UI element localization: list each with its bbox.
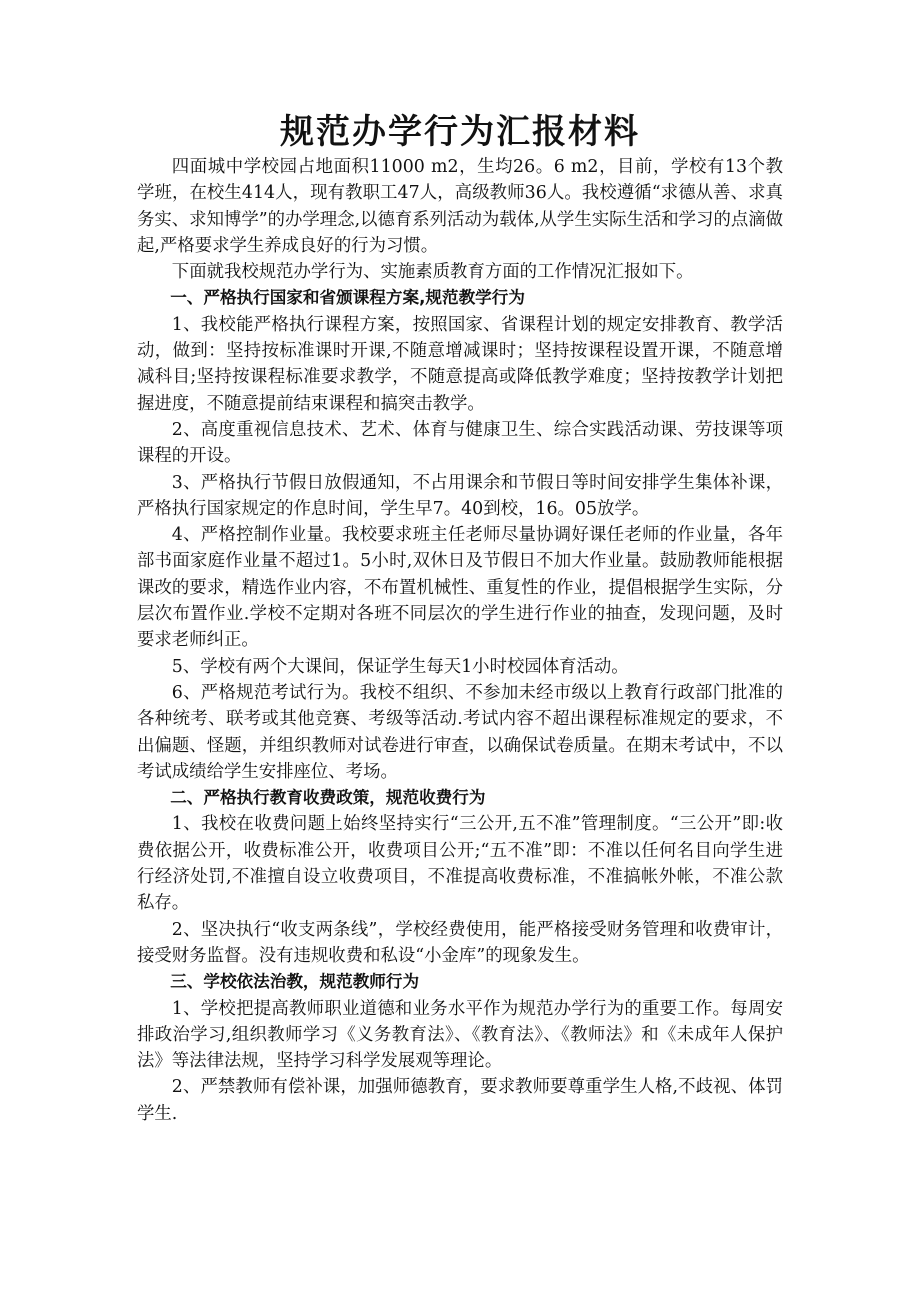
body-paragraph: 2、坚决执行“收支两条线”，学校经费使用，能严格接受财务管理和收费审计，接受财务监督。没有违规收费和私设“小金库”的现象发生。 (137, 919, 783, 966)
body-paragraph: 1、我校能严格执行课程方案，按照国家、省课程计划的规定安排教育、教学活动，做到：坚持按标准课时开课,不随意增减课时；坚持按课程设置开课，不随意增减科目;坚持按课程标准要求教学，不随意提高或降低教学难度；坚持按教学计划把握进度，不随意提前结束课程和搞突击教学。 (137, 314, 783, 414)
body-paragraph: 6、严格规范考试行为。我校不组织、不参加未经市级以上教育行政部门批准的各种统考、联考或其他竞赛、考级等活动.考试内容不超出课程标准规定的要求，不出偏题、怪题，并组织教师对试卷进行审查，以确保试卷质量。在期末考试中，不以考试成绩给学生安排座位、考场。 (137, 682, 783, 782)
body-paragraph: 1、学校把提高教师职业道德和业务水平作为规范办学行为的重要工作。每周安排政治学习,组织教师学习《义务教育法》、《教育法》、《教师法》和《未成年人保护法》等法律法规，坚持学习科学发展观等理论。 (137, 998, 783, 1072)
document-body (137, 154, 783, 1127)
body-paragraph: 5、学校有两个大课间，保证学生每天1小时校园体育活动。 (171, 656, 629, 677)
section-heading: 二、严格执行教育收费政策，规范收费行为 (170, 788, 486, 808)
body-paragraph: 下面就我校规范办学行为、实施素质教育方面的工作情况汇报如下。 (171, 262, 694, 283)
section-heading: 一、严格执行国家和省颁课程方案,规范教学行为 (170, 288, 525, 308)
body-paragraph: 2、严禁教师有偿补课，加强师德教育，要求教师要尊重学生人格,不歧视、体罚学生. (137, 1077, 783, 1124)
section-heading: 三、学校依法治教，规范教师行为 (170, 972, 420, 992)
body-paragraph: 4、严格控制作业量。我校要求班主任老师尽量协调好课任老师的作业量，各年部书面家庭作业量不超过1。5小时,双休日及节假日不加大作业量。鼓励教师能根据课改的要求，精选作业内容，不布置机械性、重复性的作业，提倡根据学生实际，分层次布置作业.学校不定期对各班不同层次的学生进行作业的抽查，发现问题，及时要求老师纠正。 (137, 525, 783, 651)
body-paragraph: 1、我校在收费问题上始终坚持实行“三公开,五不准”管理制度。“三公开”即:收费依据公开，收费标准公开，收费项目公开;“五不准”即：不准以任何名目向学生进行经济处罚,不准擅自设立收费项目，不准提高收费标准，不准搞帐外帐，不准公款私存。 (137, 814, 783, 914)
body-paragraph: 2、高度重视信息技术、艺术、体育与健康卫生、综合实践活动课、劳技课等项课程的开设。 (137, 419, 783, 467)
document-title: 规范办学行为汇报材料 (280, 112, 640, 152)
body-paragraph: 四面城中学校园占地面积11000 m2，生均26。6 m2，目前，学校有13个教学班，在校生414人，现有教职工47人，高级教师36人。我校遵循“求德从善、求真务实、求知博学”的办学理念,以德育系列活动为载体,从学生实际生活和学习的点滴做起,严格要求学生养成良好的行为习惯。 (137, 157, 784, 256)
body-paragraph: 3、严格执行节假日放假通知，不占用课余和节假日等时间安排学生集体补课，严格执行国家规定的作息时间，学生早7。40到校，16。05放学。 (137, 472, 783, 519)
